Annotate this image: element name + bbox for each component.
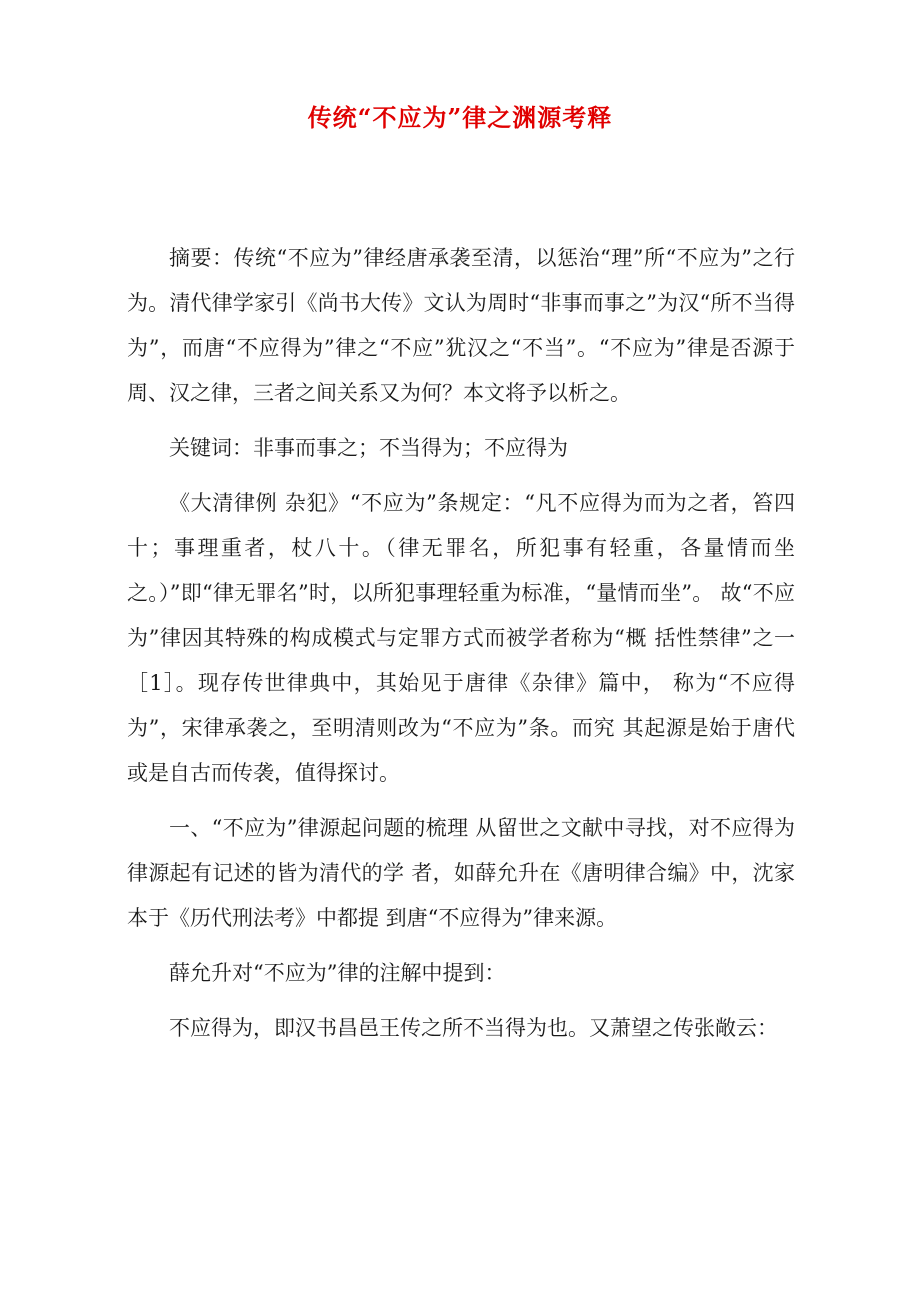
document-body (127, 236, 795, 1051)
section-one-paragraph: 一、“不应为”律源起问题的梳理 从留世之文献中寻找，对不应得为律源起有记述的皆为清代的学 者，如薛允升在《唐明律合编》中，沈家本于《历代刑法考》中都提 到唐“不应得为”律来源。 (127, 816, 795, 930)
document-title: 传统“不应为”律之渊源考释 (307, 103, 613, 132)
body-paragraph: 不应得为，即汉书昌邑王传之所不当得为也。又萧望之传张敞云： (169, 1016, 778, 1040)
abstract-paragraph: 摘要：传统“不应为”律经唐承袭至清，以惩治“理”所“不应为”之行为。清代律学家引《尚书大传》文认为周时“非事而事之”为汉“所不当得为”，而唐“不应得为”律之“不应”犹汉之“不当”。“不应为”律是否源于周、汉之律，三者之间关系又为何？本文将予以析之。 (127, 246, 795, 405)
keywords-paragraph: 关键词：非事而事之；不当得为；不应得为 (169, 436, 568, 460)
body-paragraph: 薛允升对“不应为”律的注解中提到： (169, 961, 506, 985)
intro-paragraph: 《大清律例 杂犯》“不应为”条规定：“凡不应得为而为之者，笞四十；事理重者，杖八十。（律无罪名，所犯事有轻重，各量情而坐之。）”即“律无罪名”时，以所犯事理轻重为标准，“量情而坐”。 故“不应为”律因其特殊的构成模式与定罪方式而被学者称为“概 括性禁律”之一［1］。现存传世律典中，其始见于唐律《杂律》篇中， 称为“不应得为”，宋律承袭之，至明清则改为“不应为”条。而究 其起源是始于唐代或是自古而传袭，值得探讨。 (127, 491, 795, 785)
